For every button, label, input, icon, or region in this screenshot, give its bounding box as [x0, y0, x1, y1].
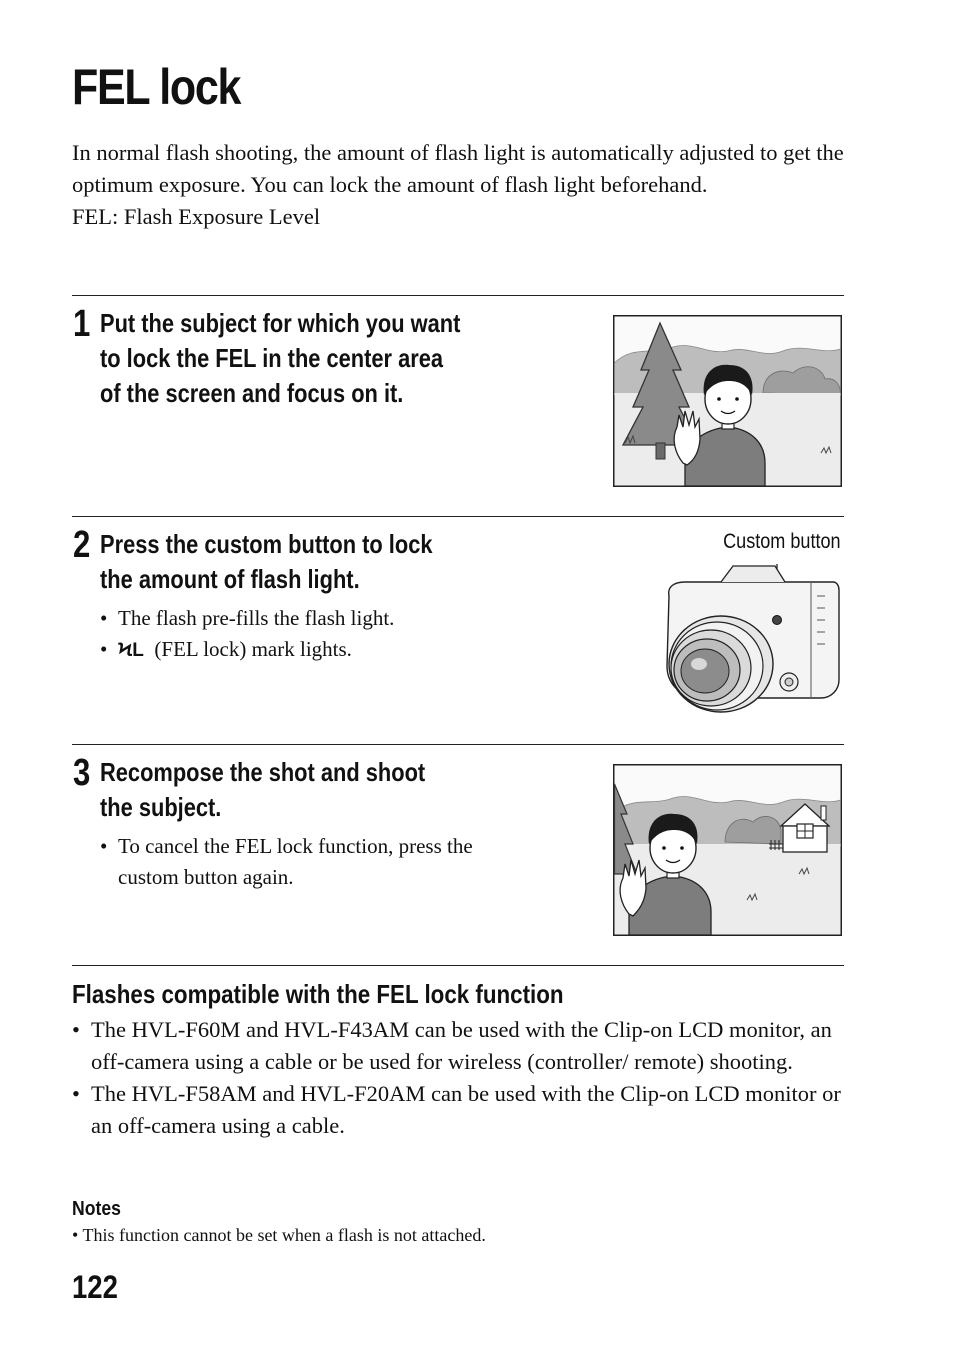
list-item: • The HVL-F58AM and HVL-F20AM can be used with the Clip-on LCD monitor or an off-camera using a cable.	[72, 1078, 847, 1142]
divider	[72, 744, 844, 745]
step-2-heading-line: Press the custom button to lock	[100, 529, 433, 559]
note-bullet: •	[72, 1225, 83, 1245]
divider	[72, 295, 844, 296]
step-1-heading	[100, 306, 460, 411]
step-3-heading-line: Recompose the shot and shoot	[100, 757, 426, 787]
list-item: • To cancel the FEL lock function, press the custom button again.	[100, 831, 500, 893]
list-item-text: (FEL lock) mark lights.	[154, 637, 352, 661]
step-1-heading-line: Put the subject for which you want	[100, 308, 461, 338]
illustration-camera-custom-button	[661, 556, 841, 716]
list-item: • The HVL-F60M and HVL-F43AM can be used with the Clip-on LCD monitor, an off-camera using a cable or be used for wireless (controller/ remote) shooting.	[72, 1014, 847, 1078]
intro-paragraph: In normal flash shooting, the amount of flash light is automatically adjusted to get the optimum exposure. You can lock the amount of flash light beforehand.	[72, 140, 844, 197]
list-item	[100, 634, 520, 666]
divider	[72, 965, 844, 966]
step-3-bullets	[100, 831, 500, 893]
compatible-flashes-heading: Flashes compatible with the FEL lock function	[72, 979, 564, 1009]
page-number: 122	[72, 1269, 118, 1305]
step-2-heading	[100, 527, 432, 597]
step-2-heading-line: the amount of flash light.	[100, 564, 360, 594]
step-2-bullets	[100, 603, 520, 666]
flash-lock-icon: ϞL	[118, 640, 144, 661]
list-item: • The flash pre-fills the flash light.	[100, 603, 520, 634]
illustration-subject-with-tree	[613, 315, 842, 487]
notes-list	[72, 1225, 486, 1246]
intro-text	[72, 137, 862, 233]
step-1-number: 1	[73, 303, 91, 345]
step-1-heading-line: to lock the FEL in the center area	[100, 343, 444, 373]
page-title: FEL lock	[72, 59, 241, 115]
intro-definition: FEL: Flash Exposure Level	[72, 204, 321, 229]
note-item: This function cannot be set when a flash is not attached.	[82, 1225, 486, 1245]
custom-button-callout: Custom button	[723, 530, 841, 553]
divider	[72, 516, 844, 517]
illustration-recomposed-shot	[613, 764, 842, 936]
step-1-heading-line: of the screen and focus on it.	[100, 378, 404, 408]
notes-heading: Notes	[72, 1198, 121, 1220]
compatible-flashes-list	[72, 1014, 847, 1142]
step-3-number: 3	[73, 752, 91, 794]
step-3-heading-line: the subject.	[100, 792, 222, 822]
step-2-number: 2	[73, 524, 91, 566]
step-3-heading	[100, 755, 425, 825]
